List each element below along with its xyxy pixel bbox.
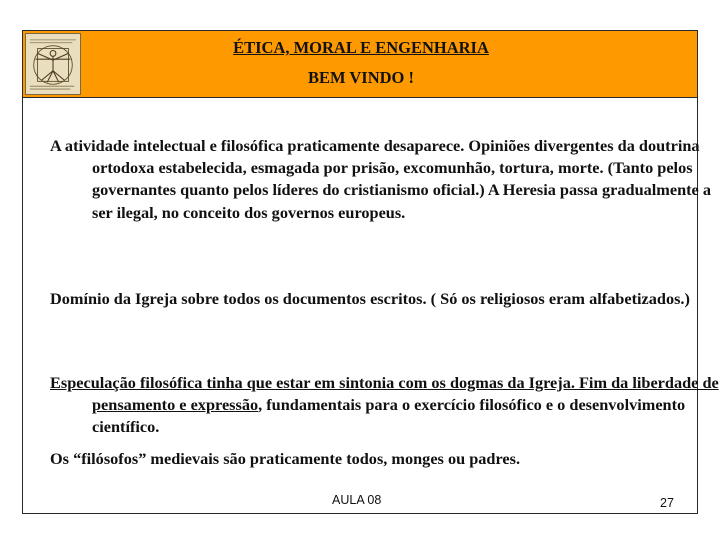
paragraph-church-dominance: Domínio da Igreja sobre todos os documentos escritos. ( Só os religiosos eram alfabetizados.) <box>50 289 690 308</box>
page-number: 27 <box>660 496 674 510</box>
slide-header <box>22 30 698 98</box>
underlined-text: Especulação filosófica tinha que estar em sintonia com os dogmas da Igreja. Fim da liberdade de pensamento e expressão <box>50 373 719 415</box>
paragraph-medieval-philosophers: Os “filósofos” medievais são praticamente todos, monges ou padres. <box>50 449 521 468</box>
slide-title: ÉTICA, MORAL E ENGENHARIA <box>233 38 489 57</box>
paragraph-philosophical-speculation <box>50 372 720 439</box>
slide-subtitle: BEM VINDO ! <box>307 68 415 87</box>
footer-label: AULA 08 <box>332 493 382 507</box>
slide-frame <box>22 30 698 514</box>
paragraph-3-rest: , fundamentais para o exercício filosófico e o desenvolvimento científico. <box>92 395 686 437</box>
paragraph-intellectual-activity: A atividade intelectual e filosófica praticamente desaparece. Opiniões divergentes da doutrina ortodoxa estabelecida, esmagada por prisão, excomunhão, tortura, morte. (Tanto pelos governantes quanto pelos líderes do cristianismo oficial.) A Heresia passa gradualmente a ser ilegal, no conceito dos governos europeus. <box>50 136 711 222</box>
